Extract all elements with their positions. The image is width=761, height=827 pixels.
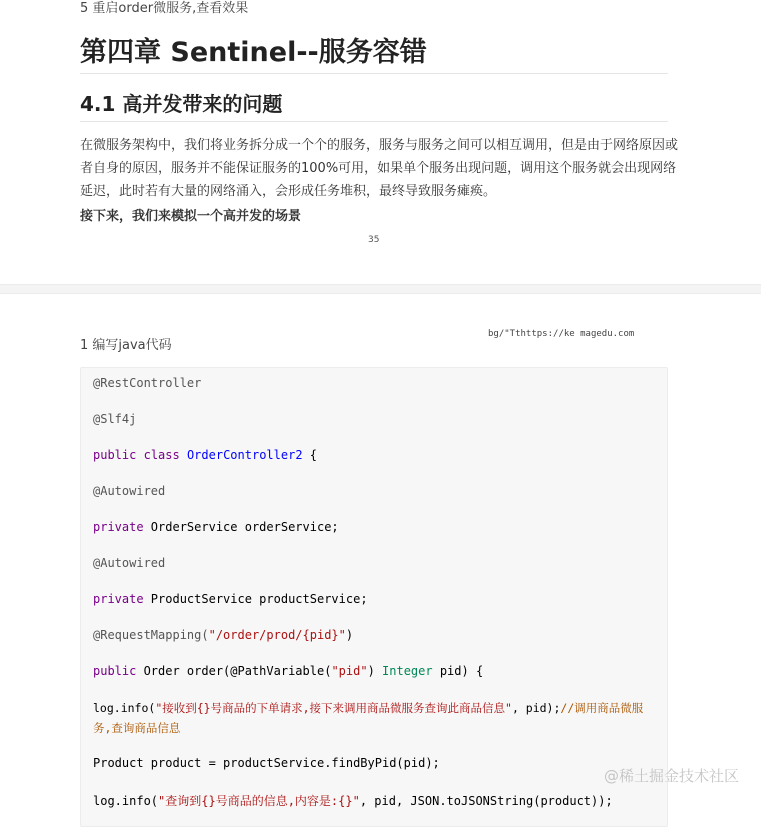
page-number: 35 (368, 235, 379, 245)
code-text: ) (368, 664, 382, 678)
code-line: Product product = productService.findByPid(pid); (93, 756, 440, 770)
code-type: Integer (382, 664, 433, 678)
code-text: ) (346, 628, 353, 642)
code-string: "pid" (331, 664, 367, 678)
bold-paragraph: 接下来，我们来模拟一个高并发的场景 (80, 205, 301, 224)
code-text: log.info( (93, 794, 158, 808)
code-keyword: class (144, 448, 180, 462)
code-line (93, 628, 353, 642)
code-line: @RestController (93, 376, 201, 390)
code-text: , pid, JSON.toJSONString(product)); (360, 794, 613, 808)
code-text: ProductService productService; (144, 592, 368, 606)
code-line (93, 520, 339, 534)
code-line (93, 664, 483, 678)
page-separator (0, 284, 761, 294)
body-paragraph: 在微服务架构中，我们将业务拆分成一个个的服务，服务与服务之间可以相互调用，但是由于网络原因或者自身的原因，服务并不能保证服务的100%可用，如果单个服务出现问题，调用这个服务就会出现网络延迟，此时若有大量的网络涌入，会形成任务堆积，最终导致服务瘫痪。 (80, 134, 680, 203)
chapter-title: 第四章 Sentinel--服务容错 (80, 30, 427, 69)
site-watermark: @稀土掘金技术社区 (604, 765, 739, 786)
code-line (93, 700, 643, 716)
code-block (80, 367, 668, 827)
heading-divider (80, 73, 668, 74)
code-class-name: OrderController2 (187, 448, 303, 462)
code-keyword: public (93, 448, 136, 462)
code-text: log.info( (93, 701, 155, 715)
code-line (93, 448, 317, 462)
section-title: 4.1 高并发带来的问题 (80, 88, 282, 117)
document-page-top (0, 0, 761, 284)
code-text: { (303, 448, 317, 462)
code-text: OrderService orderService; (144, 520, 339, 534)
code-line: @Slf4j (93, 412, 136, 426)
code-annotation: @RequestMapping( (93, 628, 209, 642)
code-keyword: private (93, 592, 144, 606)
step-label: 1 编写java代码 (80, 334, 172, 353)
url-watermark: bg/"Tthttps://ke magedu.com (488, 329, 634, 339)
code-text: pid) { (433, 664, 484, 678)
code-keyword: private (93, 520, 144, 534)
step-text: 5 重启order微服务,查看效果 (80, 0, 248, 16)
code-line: 务,查询商品信息 (93, 720, 180, 736)
code-string: "/order/prod/{pid}" (209, 628, 346, 642)
code-line: @Autowired (93, 484, 165, 498)
code-line: @Autowired (93, 556, 165, 570)
code-string: "接收到{}号商品的下单请求,接下来调用商品微服务查询此商品信息" (155, 701, 512, 715)
code-text: , pid); (512, 701, 560, 715)
code-keyword: public (93, 664, 136, 678)
code-string: "查询到{}号商品的信息,内容是:{}" (158, 794, 360, 808)
document-page-bottom (0, 294, 761, 806)
code-text: Order order(@PathVariable( (136, 664, 331, 678)
heading-divider (80, 121, 668, 122)
code-comment: //调用商品微服 (560, 701, 643, 715)
code-line (93, 792, 613, 809)
code-line (93, 592, 368, 606)
